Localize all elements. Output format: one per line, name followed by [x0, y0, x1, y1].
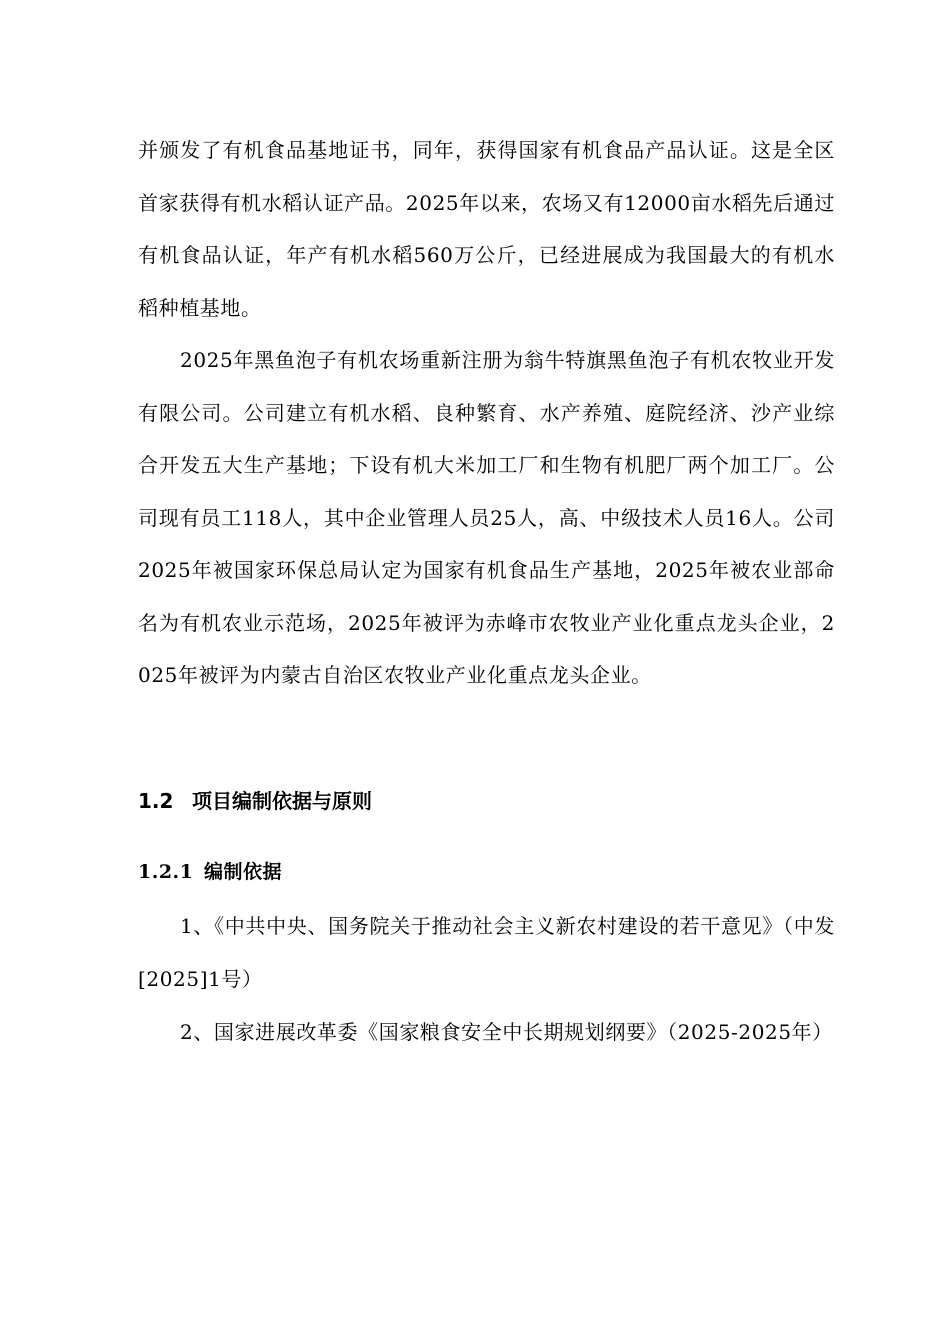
body-paragraph: 2025年黑鱼泡子有机农场重新注册为翁牛特旗黑鱼泡子有机农牧业开发有限公司。公司建立有机水稻、良种繁育、水产养殖、庭院经济、沙产业综合开发五大生产基地；下设有机大米加工厂和生物有机肥厂两个加工厂。公司现有员工118人，其中企业管理人员25人，高、中级技术人员16人。公司2025年被国家环保总局认定为国家有机食品生产基地，2025年被农业部命名为有机农业示范场，2025年被评为赤峰市农牧业产业化重点龙头企业，2025年被评为内蒙古自治区农牧业产业化重点龙头企业。 — [138, 348, 835, 687]
body-paragraph: 并颁发了有机食品基地证书，同年，获得国家有机食品产品认证。这是全区首家获得有机水稻认证产品。2025年以来，农场又有12000亩水稻先后通过有机食品认证，年产有机水稻560万公斤，已经进展成为我国最大的有机水稻种植基地。 — [138, 138, 835, 320]
subsection-number: 1.2.1 — [138, 861, 194, 883]
subsection-heading — [138, 858, 282, 886]
subsection-title: 编制依据 — [204, 861, 283, 883]
section-heading — [138, 786, 372, 816]
basis-list-item: 1、《中共中央、国务院关于推动社会主义新农村建设的若干意见》（中发[2025]1号） — [138, 914, 835, 991]
basis-list-item: 2、国家进展改革委《国家粮食安全中长期规划纲要》（2025-2025年） — [180, 1020, 833, 1044]
section-title: 项目编制依据与原则 — [192, 789, 372, 813]
section-number: 1.2 — [138, 789, 174, 813]
